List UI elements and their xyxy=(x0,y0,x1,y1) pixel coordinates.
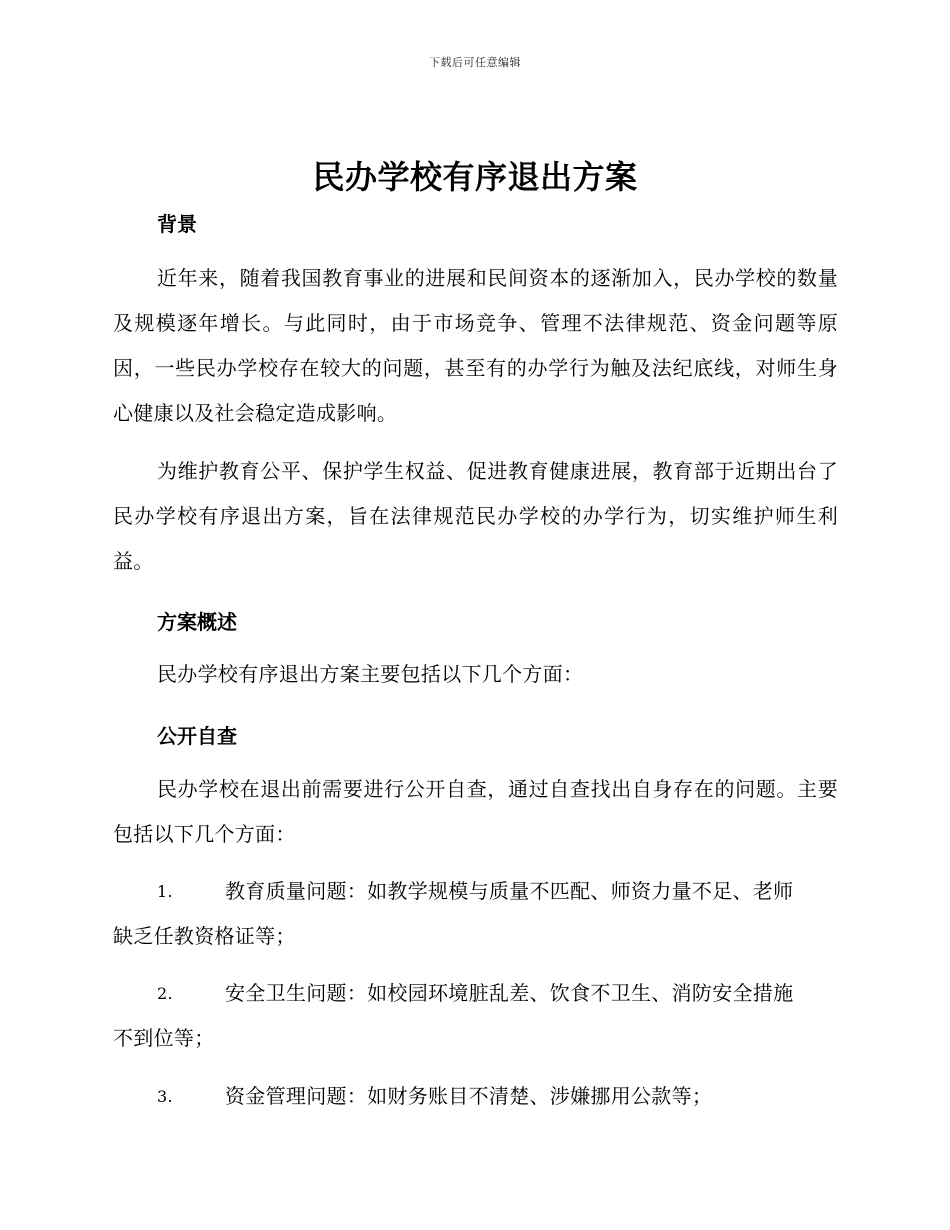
header-note: 下载后可任意编辑 xyxy=(429,56,521,69)
list-item-number: 3. xyxy=(157,1087,173,1106)
list-item xyxy=(113,971,838,1061)
list-item-line2: 不到位等； xyxy=(113,1026,215,1050)
list-item xyxy=(113,1074,838,1119)
list-item-line1: 资金管理问题：如财务账目不清楚、涉嫌挪用公款等； xyxy=(225,1084,713,1108)
section-heading-background: 背景 xyxy=(157,212,197,236)
paragraph-overview-1: 民办学校有序退出方案主要包括以下几个方面： xyxy=(157,662,584,686)
paragraph-background-1: 近年来，随着我国教育事业的进展和民间资本的逐渐加入，民办学校的数量及规模逐年增长。与此同时，由于市场竞争、管理不法律规范、资金问题等原因，一些民办学校存在较大的问题，甚至有的办学行为触及法纪底线，对师生身心健康以及社会稳定造成影响。 xyxy=(113,266,838,425)
list-item-number: 2. xyxy=(157,984,173,1003)
list-item-number: 1. xyxy=(157,882,173,901)
section-heading-selfcheck: 公开自查 xyxy=(157,724,237,748)
paragraph-selfcheck-1: 民办学校在退出前需要进行公开自查，通过自查找出自身存在的问题。主要包括以下几个方面： xyxy=(113,777,838,846)
paragraph-background-2: 为维护教育公平、保护学生权益、促进教育健康进展，教育部于近期出台了民办学校有序退出方案，旨在法律规范民办学校的办学行为，切实维护师生利益。 xyxy=(113,459,838,573)
list-item-line1: 教育质量问题：如教学规模与质量不匹配、师资力量不足、老师 xyxy=(225,879,794,903)
list-item-line2: 缺乏任教资格证等； xyxy=(113,924,296,948)
list-item xyxy=(113,869,838,959)
document-title: 民办学校有序退出方案 xyxy=(312,158,638,196)
section-heading-overview: 方案概述 xyxy=(157,610,237,634)
list-item-line1: 安全卫生问题：如校园环境脏乱差、饮食不卫生、消防安全措施 xyxy=(225,981,794,1005)
